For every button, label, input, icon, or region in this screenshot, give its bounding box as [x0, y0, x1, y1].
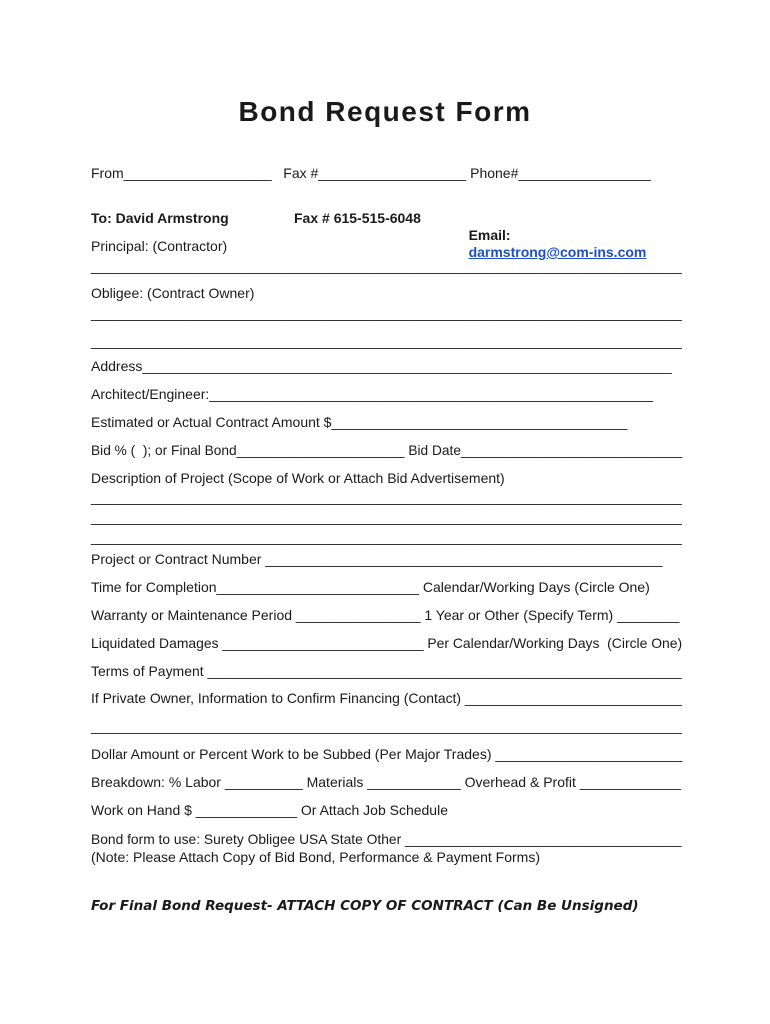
description-field-3[interactable]: ____________________________________________________________________________ — [91, 529, 682, 545]
dollar-amount-subbed-field[interactable]: Dollar Amount or Percent Work to be Subbed (Per Major Trades) ________________________ — [91, 746, 683, 762]
private-owner-field-2[interactable]: ____________________________________________________________________________ — [91, 718, 682, 734]
description-field-1[interactable]: ____________________________________________________________________________ — [91, 489, 682, 505]
time-completion-field[interactable]: Time for Completion__________________________ Calendar/Working Days (Circle One) — [91, 579, 650, 595]
obligee-label: Obligee: (Contract Owner) — [91, 285, 255, 301]
page-title: Bond Request Form — [238, 96, 532, 127]
recipient-fax: Fax # 615-515-6048 — [294, 210, 421, 226]
principal-label: Principal: (Contractor) — [91, 238, 228, 254]
obligee-field-1[interactable]: ____________________________________________________________________________ — [91, 305, 682, 321]
bid-field[interactable]: Bid % ( ); or Final Bond______________________ Bid Date_____________________________ — [91, 442, 683, 458]
bond-form-field[interactable]: Bond form to use: Surety Obligee USA State Other ____________________________________ — [91, 831, 682, 847]
email-link[interactable]: darmstrong@com-ins.com — [468, 244, 647, 260]
principal-field[interactable]: ____________________________________________________________________________ — [91, 258, 682, 274]
address-field[interactable]: Address____________________________________________________________________ — [91, 358, 672, 374]
liquidated-damages-field[interactable]: Liquidated Damages __________________________ Per Calendar/Working Days (Circle One) — [91, 635, 683, 651]
description-field-2[interactable]: ____________________________________________________________________________ — [91, 509, 682, 525]
description-label: Description of Project (Scope of Work or Attach Bid Advertisement) — [91, 470, 505, 486]
private-owner-field[interactable]: If Private Owner, Information to Confirm Financing (Contact) ____________________________ — [91, 690, 682, 706]
final-bond-request-notice: For Final Bond Request- ATTACH COPY OF CONTRACT (Can Be Unsigned) — [91, 898, 639, 914]
warranty-field[interactable]: Warranty or Maintenance Period ________________ 1 Year or Other (Specify Term) ________ — [91, 607, 680, 623]
architect-engineer-field[interactable]: Architect/Engineer:_________________________________________________________ — [91, 386, 654, 402]
work-on-hand-field[interactable]: Work on Hand $ _____________ Or Attach Job Schedule — [91, 802, 448, 818]
from-fax-phone-line[interactable]: From___________________ Fax #___________________ Phone#_________________ — [91, 165, 651, 181]
project-number-field[interactable]: Project or Contract Number ___________________________________________________ — [91, 551, 663, 567]
contract-amount-field[interactable]: Estimated or Actual Contract Amount $______________________________________ — [91, 414, 628, 430]
obligee-field-2[interactable]: ____________________________________________________________________________ — [91, 333, 682, 349]
terms-payment-field[interactable]: Terms of Payment _____________________________________________________________ — [91, 663, 682, 679]
attachment-note: (Note: Please Attach Copy of Bid Bond, Performance & Payment Forms) — [91, 849, 540, 865]
email-label: Email: — [468, 227, 511, 243]
to-recipient-name: To: David Armstrong — [91, 210, 229, 226]
breakdown-field[interactable]: Breakdown: % Labor __________ Materials ____________ Overhead & Profit _____________ — [91, 774, 681, 790]
